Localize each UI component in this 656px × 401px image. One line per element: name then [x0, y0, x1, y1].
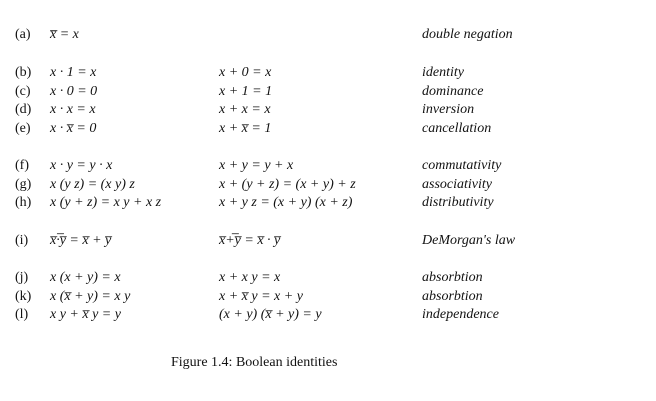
identity-name: inversion: [422, 102, 475, 117]
identity-row-e: [0, 119, 656, 138]
row-label: (j): [15, 270, 29, 285]
row-label: (g): [15, 177, 32, 192]
identity-name: cancellation: [422, 121, 492, 136]
right-identity: x̅+̅y̅ = x̅ · y̅: [219, 233, 281, 248]
identity-row-a: [0, 25, 656, 44]
identity-row-d: [0, 100, 656, 119]
identity-name: associativity: [422, 177, 492, 192]
left-identity: x̅·̅y̅ = x̅ + y̅: [50, 233, 112, 248]
left-identity: x (x + y) = x: [50, 270, 121, 285]
identity-name: distributivity: [422, 195, 494, 210]
identity-name: double negation: [422, 27, 513, 42]
row-label: (k): [15, 289, 32, 304]
identity-row-k: [0, 287, 656, 306]
left-identity: x̅̅ = x: [50, 27, 79, 42]
left-identity: x · 0 = 0: [50, 84, 98, 99]
row-label: (l): [15, 307, 29, 322]
identity-row-j: [0, 268, 656, 287]
row-label: (b): [15, 65, 32, 80]
left-identity: x · x̅ = 0: [50, 121, 97, 136]
right-identity: x + y z = (x + y) (x + z): [219, 195, 353, 210]
identity-name: dominance: [422, 84, 484, 99]
identity-row-g: [0, 175, 656, 194]
row-label: (f): [15, 158, 29, 173]
right-identity: x + x̅ = 1: [219, 121, 272, 136]
identity-row-h: [0, 193, 656, 212]
left-identity: x (y z) = (x y) z: [50, 177, 135, 192]
identity-row-c: [0, 82, 656, 101]
identity-name: identity: [422, 65, 464, 80]
identity-row-b: [0, 63, 656, 82]
identity-name: commutativity: [422, 158, 502, 173]
right-identity: x + x̅ y = x + y: [219, 289, 303, 304]
identity-name: DeMorgan's law: [422, 233, 516, 248]
right-identity: x + x = x: [219, 102, 271, 117]
left-identity: x y + x̅ y = y: [50, 307, 121, 322]
identity-name: independence: [422, 307, 499, 322]
right-identity: x + (y + z) = (x + y) + z: [219, 177, 356, 192]
left-identity: x (x̅ + y) = x y: [50, 289, 131, 304]
row-label: (c): [15, 84, 31, 99]
right-identity: x + x y = x: [219, 270, 281, 285]
identity-row-l: [0, 305, 656, 324]
row-label: (d): [15, 102, 32, 117]
right-identity: (x + y) (x̅ + y) = y: [219, 307, 322, 322]
right-identity: x + 1 = 1: [219, 84, 273, 99]
left-identity: x (y + z) = x y + x z: [50, 195, 162, 210]
right-identity: x + 0 = x: [219, 65, 272, 80]
row-label: (h): [15, 195, 32, 210]
left-identity: x · x = x: [50, 102, 96, 117]
figure-caption: Figure 1.4: Boolean identities: [171, 355, 338, 370]
row-label: (e): [15, 121, 31, 136]
identity-row-f: [0, 156, 656, 175]
left-identity: x · y = y · x: [50, 158, 113, 173]
row-label: (i): [15, 233, 29, 248]
identity-row-i: [0, 231, 656, 250]
identity-name: absorbtion: [422, 270, 483, 285]
right-identity: x + y = y + x: [219, 158, 294, 173]
left-identity: x · 1 = x: [50, 65, 97, 80]
identity-name: absorbtion: [422, 289, 483, 304]
row-label: (a): [15, 27, 31, 42]
